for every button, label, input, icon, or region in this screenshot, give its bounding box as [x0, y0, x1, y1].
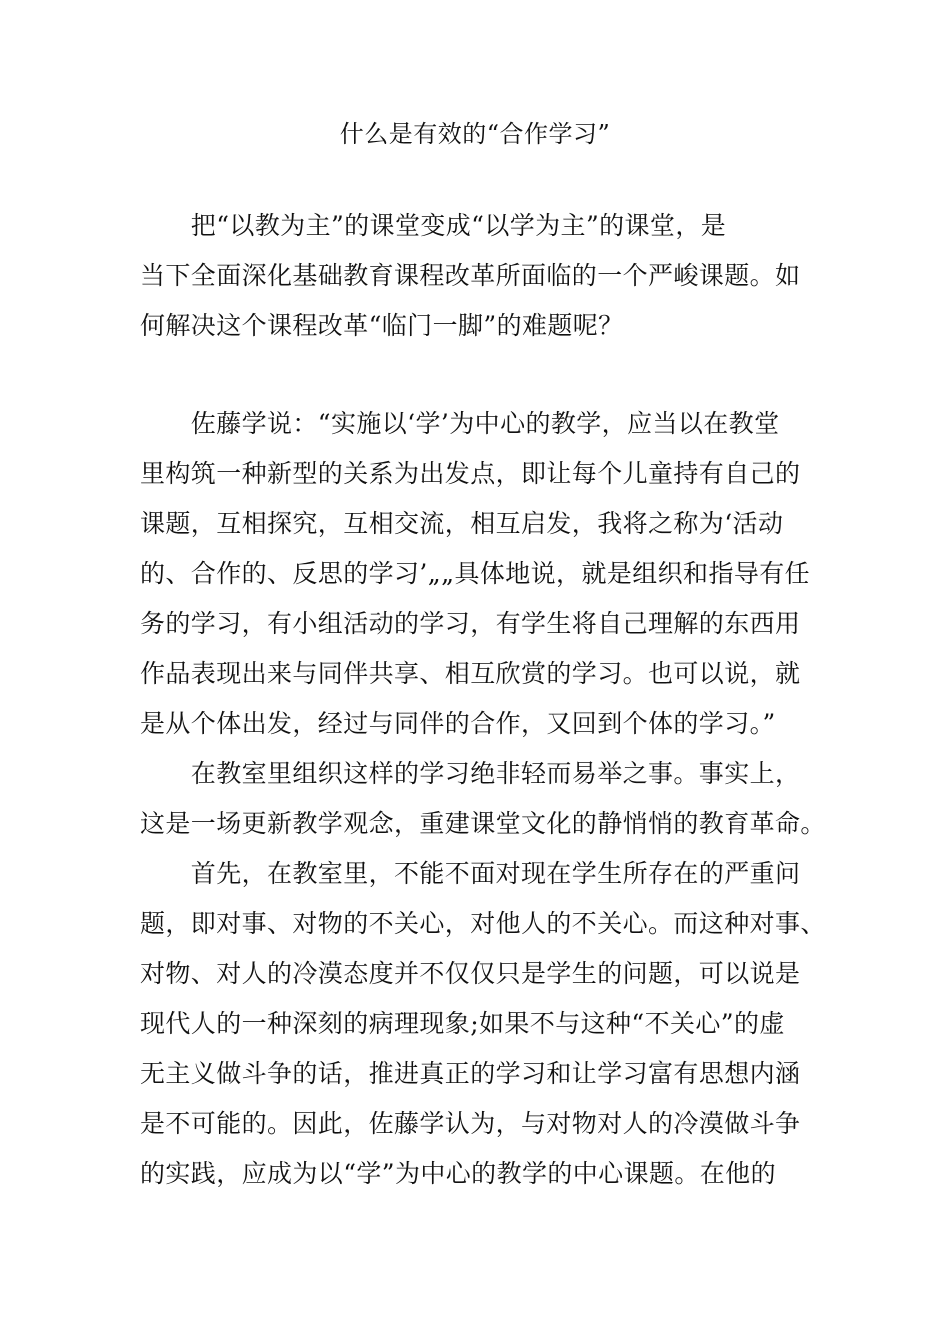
paragraph-4-line-3: 对物、对人的冷漠态度并不仅仅只是学生的问题，可以说是 [140, 959, 801, 988]
paragraph-4-line-7: 的实践，应成为以“学”为中心的教学的中心课题。在他的 [140, 1159, 776, 1188]
paragraph-2-line-2: 里构筑一种新型的关系为出发点，即让每个儿童持有自己的 [140, 459, 801, 488]
paragraph-4-line-2: 题，即对事、对物的不关心，对他人的不关心。而这种对事、 [140, 909, 826, 938]
paragraph-4-line-6: 是不可能的。因此，佐藤学认为，与对物对人的冷漠做斗争 [140, 1109, 801, 1138]
document-title: 什么是有效的“合作学习” [339, 120, 611, 148]
paragraph-4-line-4: 现代人的一种深刻的病理现象;如果不与这种“不关心”的虚 [140, 1009, 785, 1038]
paragraph-2-line-7: 是从个体出发，经过与同伴的合作，又回到个体的学习。” [140, 709, 776, 738]
paragraph-2-line-4: 的、合作的、反思的学习’„„具体地说，就是组织和指导有任 [140, 559, 811, 588]
paragraph-4-line-5: 无主义做斗争的话，推进真正的学习和让学习富有思想内涵 [140, 1059, 801, 1088]
paragraph-4-line-1: 首先，在教室里，不能不面对现在学生所存在的严重问 [140, 859, 801, 888]
paragraph-2-line-1: 佐藤学说：“实施以‘学’为中心的教学，应当以在教堂 [140, 409, 780, 438]
paragraph-3-line-1: 在教室里组织这样的学习绝非轻而易举之事。事实上， [140, 759, 801, 788]
paragraph-1-line-3: 何解决这个课程改革“临门一脚”的难题呢？ [140, 311, 624, 340]
paragraph-2-line-6: 作品表现出来与同伴共享、相互欣赏的学习。也可以说，就 [140, 659, 801, 688]
paragraph-1-line-1: 把“以教为主”的课堂变成“以学为主”的课堂，是 [140, 211, 727, 240]
paragraph-1-line-2: 当下全面深化基础教育课程改革所面临的一个严峻课题。如 [140, 261, 801, 290]
paragraph-2-line-5: 务的学习，有小组活动的学习，有学生将自己理解的东西用 [140, 609, 801, 638]
paragraph-3-line-2: 这是一场更新教学观念，重建课堂文化的静悄悄的教育革命。 [140, 809, 826, 838]
paragraph-2-line-3: 课题，互相探究，互相交流，相互启发，我将之称为‘活动 [140, 509, 784, 538]
